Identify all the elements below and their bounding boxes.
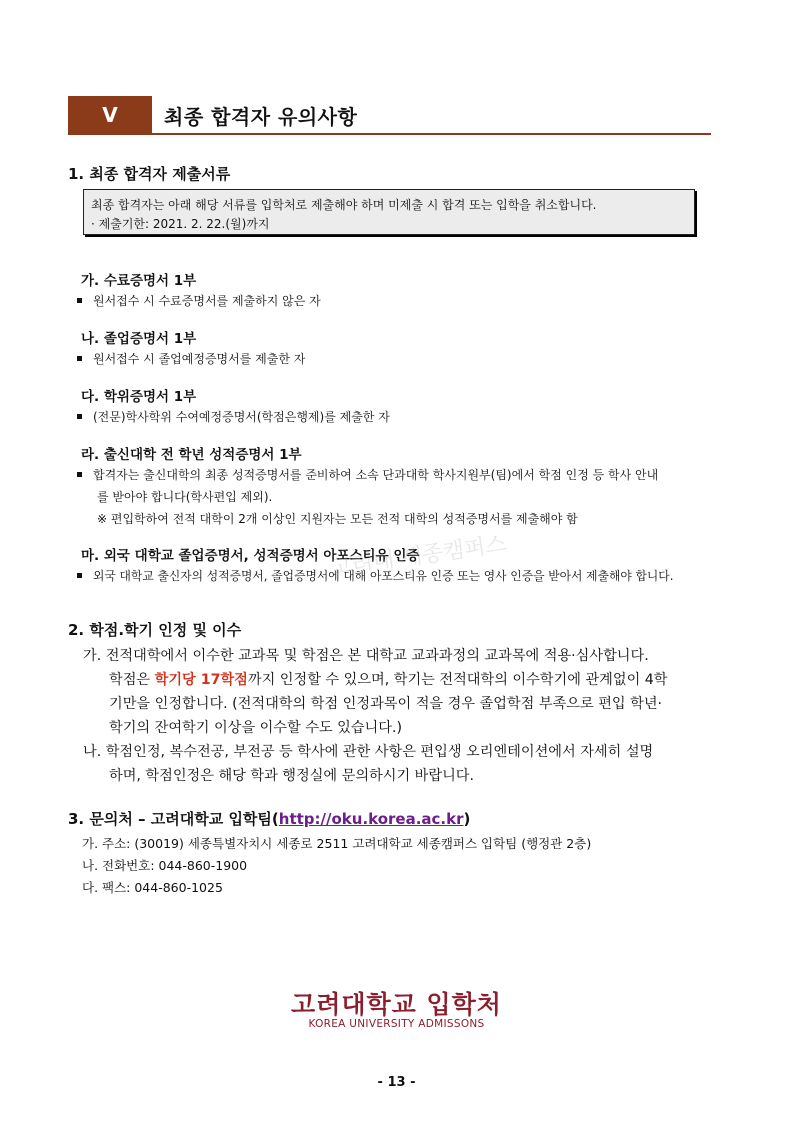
notice-text: 최종 합격자는 아래 해당 서류를 입학처로 제출해야 하며 미제출 시 합격 또는 입학을 취소합니다. bbox=[91, 198, 597, 212]
list-item: 원서접수 시 졸업예정증명서를 제출한 자 bbox=[77, 350, 305, 367]
item-heading-na: 나. 졸업증명서 1부 bbox=[81, 331, 197, 347]
section2-ga-line2: 학점은 학기당 17학점까지 인정할 수 있으며, 학기는 전적대학의 이수학기에 관계없이 4학 bbox=[109, 672, 668, 688]
item-heading-ma: 마. 외국 대학교 졸업증명서, 성적증명서 아포스티유 인증 bbox=[81, 548, 420, 564]
list-item-note: ※ 편입학하여 전적 대학이 2개 이상인 지원자는 모든 전적 대학의 성적증명서를 제출해야 함 bbox=[97, 512, 578, 526]
credit-limit-highlight: 학기당 17학점 bbox=[154, 672, 248, 688]
contact-fax: 다. 팩스: 044-860-1025 bbox=[82, 880, 223, 895]
list-item: 외국 대학교 출신자의 성적증명서, 졸업증명서에 대해 아포스티유 인증 또는 영사 인증을 받아서 제출해야 합니다. bbox=[77, 567, 673, 584]
section-number-badge: Ⅴ bbox=[68, 96, 152, 134]
section1-heading: 1. 최종 합격자 제출서류 bbox=[68, 165, 231, 183]
admissions-logo-english: KOREA UNIVERSITY ADMISSONS bbox=[308, 1018, 485, 1030]
notice-box bbox=[83, 189, 695, 235]
notice-deadline: · 제출기한: 2021. 2. 22.(월)까지 bbox=[91, 217, 270, 231]
bullet-icon bbox=[77, 472, 82, 477]
item-heading-ra: 라. 출신대학 전 학년 성적증명서 1부 bbox=[81, 447, 302, 463]
header-divider bbox=[68, 133, 711, 135]
page-number: - 13 - bbox=[377, 1075, 416, 1090]
list-item-continuation: 를 받아야 합니다(학사편입 제외). bbox=[97, 490, 273, 504]
contact-phone: 나. 전화번호: 044-860-1900 bbox=[82, 858, 248, 873]
bullet-icon bbox=[77, 573, 82, 578]
item-heading-da: 다. 학위증명서 1부 bbox=[81, 389, 197, 405]
item-heading-ga: 가. 수료증명서 1부 bbox=[81, 273, 197, 289]
section2-ga-line3: 기만을 인정합니다. (전적대학의 학점 인정과목이 적을 경우 졸업학점 부족으로 편입 학년· bbox=[109, 696, 663, 712]
admissions-website-link[interactable]: http://oku.korea.ac.kr bbox=[278, 810, 464, 828]
admissions-logo-korean: 고려대학교 입학처 bbox=[291, 990, 502, 1019]
list-item: 합격자는 출신대학의 최종 성적증명서를 준비하여 소속 단과대학 학사지원부(팀)에서 학점 인정 등 학사 안내 bbox=[77, 466, 658, 483]
section2-na-line2: 하며, 학점인정은 해당 학과 행정실에 문의하시기 바랍니다. bbox=[109, 768, 475, 784]
list-item: (전문)학사학위 수여예정증명서(학점은행제)를 제출한 자 bbox=[77, 408, 390, 425]
contact-address: 가. 주소: (30019) 세종특별자치시 세종로 2511 고려대학교 세종캠퍼스 입학팀 (행정관 2층) bbox=[82, 836, 592, 851]
list-item: 원서접수 시 수료증명서를 제출하지 않은 자 bbox=[77, 292, 321, 309]
watermark: 고려대 세종캠퍼스 bbox=[329, 531, 509, 582]
bullet-icon bbox=[77, 298, 82, 303]
section2-ga-line1: 가. 전적대학에서 이수한 교과목 및 학점은 본 대학교 교과과정의 교과목에 적용·심사합니다. bbox=[83, 648, 649, 664]
bullet-icon bbox=[77, 356, 82, 361]
section-title: 최종 합격자 유의사항 bbox=[164, 105, 358, 129]
section2-heading: 2. 학점.학기 인정 및 이수 bbox=[68, 621, 242, 639]
section3-heading: 3. 문의처 – 고려대학교 입학팀(http://oku.korea.ac.kr) bbox=[68, 810, 471, 828]
section2-ga-line4: 학기의 잔여학기 이상을 이수할 수도 있습니다.) bbox=[109, 720, 402, 736]
bullet-icon bbox=[77, 414, 82, 419]
section2-na-line1: 나. 학점인정, 복수전공, 부전공 등 학사에 관한 사항은 편입생 오리엔테이션에서 자세히 설명 bbox=[83, 744, 654, 760]
